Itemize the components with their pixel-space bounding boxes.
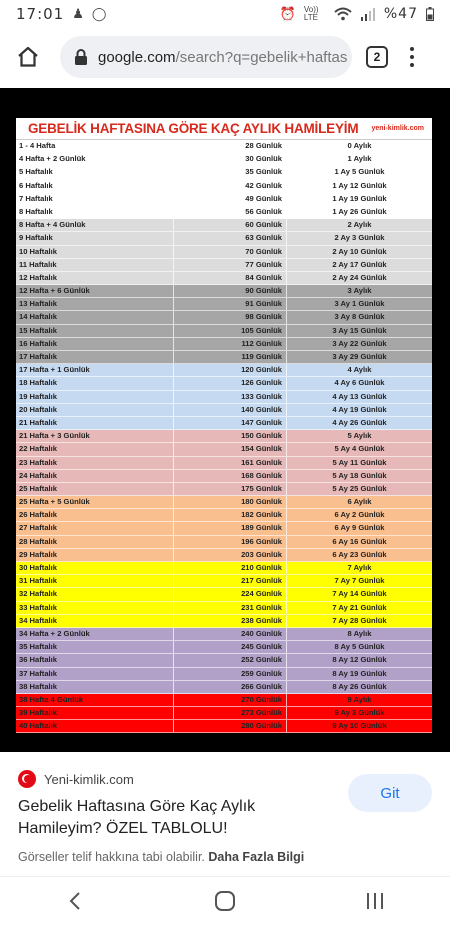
- table-row: [16, 470, 432, 483]
- browser-toolbar: [0, 28, 450, 86]
- week-cell: 17 Hafta + 1 Günlük: [16, 364, 174, 376]
- week-cell: 16 Haftalık: [16, 338, 174, 350]
- table-row: [16, 628, 432, 641]
- week-cell: 5 Haftalık: [16, 166, 174, 178]
- table-row: [16, 140, 432, 153]
- copyright-notice: [18, 850, 304, 864]
- days-cell: 196 Günlük: [174, 536, 287, 548]
- months-cell: 3 Ay 22 Günlük: [332, 338, 387, 348]
- months-cell: 3 Ay 15 Günlük: [332, 325, 387, 335]
- result-card: [0, 758, 450, 874]
- months-cell: 8 Ay 5 Günlük: [334, 642, 385, 652]
- source-name: Yeni-kimlik.com: [44, 771, 134, 787]
- home-nav-button[interactable]: [205, 881, 245, 921]
- months-cell: 4 Aylık: [347, 365, 372, 375]
- months-cell: 1 Aylık: [347, 154, 372, 164]
- months-cell: 7 Aylık: [347, 563, 372, 572]
- months-cell: 3 Ay 1 Günlük: [334, 299, 385, 309]
- status-right: [280, 6, 434, 22]
- months-cell: 1 Ay 26 Günlük: [332, 206, 387, 216]
- week-cell: 37 Haftalık: [16, 668, 174, 680]
- days-cell: 42 Günlük: [174, 180, 287, 192]
- table-row: [16, 338, 432, 351]
- table-row: [16, 364, 432, 377]
- visit-button[interactable]: Git: [348, 774, 432, 812]
- months-cell: 8 Ay 12 Günlük: [332, 655, 387, 665]
- week-cell: 38 Hafta 4 Günlük: [16, 694, 174, 706]
- months-cell: 7 Ay 7 Günlük: [334, 576, 385, 586]
- days-cell: 28 Günlük: [174, 140, 287, 152]
- table-row: [16, 311, 432, 324]
- week-cell: 17 Haftalık: [16, 351, 174, 363]
- months-cell: 8 Ay 19 Günlük: [332, 668, 387, 678]
- week-cell: 33 Haftalık: [16, 602, 174, 614]
- months-cell: 6 Ay 16 Günlük: [332, 536, 387, 546]
- battery-icon: [426, 7, 434, 21]
- table-row: [16, 615, 432, 628]
- days-cell: 259 Günlük: [174, 668, 287, 680]
- months-cell: 5 Ay 18 Günlük: [332, 470, 387, 480]
- days-cell: 266 Günlük: [174, 681, 287, 693]
- table-row: [16, 259, 432, 272]
- home-button[interactable]: [10, 39, 46, 75]
- week-cell: 20 Haftalık: [16, 404, 174, 416]
- week-cell: 12 Hafta + 6 Günlük: [16, 285, 174, 297]
- week-cell: 13 Haftalık: [16, 298, 174, 310]
- table-row: [16, 351, 432, 364]
- week-cell: 39 Haftalık: [16, 707, 174, 719]
- table-row: [16, 377, 432, 390]
- months-cell: 7 Ay 28 Günlük: [332, 615, 387, 625]
- table-row: [16, 654, 432, 667]
- months-cell: 0 Aylık: [347, 141, 372, 150]
- days-cell: 182 Günlük: [174, 509, 287, 521]
- week-cell: 40 Haftalık: [16, 720, 174, 732]
- days-cell: 126 Günlük: [174, 377, 287, 389]
- days-cell: 224 Günlük: [174, 588, 287, 600]
- months-cell: 2 Ay 24 Günlük: [332, 272, 387, 282]
- table-row: [16, 681, 432, 694]
- days-cell: 120 Günlük: [174, 364, 287, 376]
- recents-icon: [365, 892, 385, 910]
- week-cell: 23 Haftalık: [16, 457, 174, 469]
- home-icon: [16, 45, 40, 69]
- days-cell: 56 Günlük: [174, 206, 287, 218]
- days-cell: 30 Günlük: [174, 153, 287, 165]
- lock-icon: [74, 48, 88, 66]
- months-cell: 1 Ay 12 Günlük: [332, 180, 387, 190]
- alarm-icon: ⏰: [279, 6, 296, 21]
- months-cell: 8 Ay 26 Günlük: [332, 681, 387, 691]
- days-cell: 175 Günlük: [174, 483, 287, 495]
- days-cell: 84 Günlük: [174, 272, 287, 284]
- week-cell: 29 Haftalık: [16, 549, 174, 561]
- days-cell: 91 Günlük: [174, 298, 287, 310]
- days-cell: 90 Günlük: [174, 285, 287, 297]
- address-bar[interactable]: [60, 36, 352, 78]
- week-cell: 18 Haftalık: [16, 377, 174, 389]
- image-viewer[interactable]: [0, 88, 450, 752]
- week-cell: 34 Haftalık: [16, 615, 174, 627]
- week-cell: 1 - 4 Hafta: [16, 140, 174, 152]
- table-row: [16, 483, 432, 496]
- notification-icon: ♟: [72, 6, 84, 21]
- week-cell: 22 Haftalık: [16, 443, 174, 455]
- week-cell: 4 Hafta + 2 Günlük: [16, 153, 174, 165]
- week-cell: 28 Haftalık: [16, 536, 174, 548]
- week-cell: 8 Hafta + 4 Günlük: [16, 219, 174, 231]
- table-row: [16, 694, 432, 707]
- url-text: [98, 49, 347, 66]
- months-cell: 1 Ay 19 Günlük: [332, 193, 387, 203]
- days-cell: 150 Günlük: [174, 430, 287, 442]
- days-cell: 245 Günlük: [174, 641, 287, 653]
- status-time: 17:01: [16, 5, 65, 23]
- days-cell: 133 Günlük: [174, 391, 287, 403]
- week-cell: 32 Haftalık: [16, 588, 174, 600]
- months-cell: 3 Ay 8 Günlük: [334, 312, 385, 322]
- months-cell: 9 Ay 10 Günlük: [332, 721, 387, 731]
- days-cell: 112 Günlük: [174, 338, 287, 350]
- days-cell: 189 Günlük: [174, 522, 287, 534]
- days-cell: 60 Günlük: [174, 219, 287, 231]
- week-cell: 14 Haftalık: [16, 311, 174, 323]
- months-cell: 5 Aylık: [347, 431, 372, 441]
- result-title[interactable]: Gebelik Haftasına Göre Kaç Aylık Hamileyim? ÖZEL TABLOLU!: [18, 798, 256, 837]
- table-row: [16, 509, 432, 522]
- table-row: [16, 720, 432, 733]
- months-cell: 9 Aylık: [347, 694, 372, 704]
- days-cell: 252 Günlük: [174, 654, 287, 666]
- week-cell: 21 Haftalık: [16, 417, 174, 429]
- days-cell: 231 Günlük: [174, 602, 287, 614]
- table-row: [16, 536, 432, 549]
- days-cell: 154 Günlük: [174, 443, 287, 455]
- table-row: [16, 193, 432, 206]
- week-cell: 35 Haftalık: [16, 641, 174, 653]
- tab-switcher-button[interactable]: 2: [366, 46, 388, 68]
- week-cell: 34 Hafta + 2 Günlük: [16, 628, 174, 640]
- days-cell: 98 Günlük: [174, 311, 287, 323]
- table-row: [16, 430, 432, 443]
- months-cell: 6 Ay 2 Günlük: [334, 510, 385, 520]
- table-row: [16, 206, 432, 219]
- months-cell: 6 Ay 9 Günlük: [334, 523, 385, 533]
- week-cell: 15 Haftalık: [16, 325, 174, 337]
- months-cell: 7 Ay 14 Günlük: [332, 589, 387, 599]
- days-cell: 217 Günlük: [174, 575, 287, 587]
- week-cell: 8 Haftalık: [16, 206, 174, 218]
- url-host: google.com: [98, 48, 176, 66]
- volte-icon: Vo)) LTE: [303, 5, 319, 22]
- table-row: [16, 707, 432, 720]
- months-cell: 2 Aylık: [347, 220, 372, 230]
- months-cell: 4 Ay 6 Günlük: [334, 378, 385, 388]
- months-cell: 1 Ay 5 Günlük: [334, 167, 385, 177]
- week-cell: 26 Haftalık: [16, 509, 174, 521]
- table-row: [16, 443, 432, 456]
- days-cell: 49 Günlük: [174, 193, 287, 205]
- battery-level: %47: [383, 6, 418, 22]
- months-cell: 2 Ay 17 Günlük: [332, 259, 387, 269]
- back-icon: [68, 891, 82, 911]
- months-cell: 4 Ay 26 Günlük: [332, 417, 387, 427]
- week-cell: 7 Haftalık: [16, 193, 174, 205]
- days-cell: 70 Günlük: [174, 246, 287, 258]
- recents-button[interactable]: [355, 881, 395, 921]
- table-row: [16, 391, 432, 404]
- days-cell: 273 Günlük: [174, 707, 287, 719]
- table-title-bar: [16, 118, 432, 140]
- table-row: [16, 232, 432, 245]
- months-cell: 6 Aylık: [347, 497, 372, 507]
- table-row: [16, 272, 432, 285]
- more-info-link[interactable]: Daha Fazla Bilgi: [208, 850, 305, 864]
- week-cell: 25 Hafta + 5 Günlük: [16, 496, 174, 508]
- days-cell: 35 Günlük: [174, 166, 287, 178]
- days-cell: 210 Günlük: [174, 562, 287, 574]
- table-row: [16, 588, 432, 601]
- table-row: [16, 417, 432, 430]
- week-cell: 31 Haftalık: [16, 575, 174, 587]
- swirl-icon: ◯: [91, 6, 107, 21]
- table-row: [16, 298, 432, 311]
- days-cell: 147 Günlük: [174, 417, 287, 429]
- months-cell: 8 Aylık: [347, 628, 372, 638]
- months-cell: 6 Ay 23 Günlük: [332, 549, 387, 559]
- table-row: [16, 522, 432, 535]
- turkish-flag-icon: [18, 770, 36, 788]
- week-cell: 12 Haftalık: [16, 272, 174, 284]
- days-cell: 203 Günlük: [174, 549, 287, 561]
- days-cell: 240 Günlük: [174, 628, 287, 640]
- table-row: [16, 641, 432, 654]
- months-cell: 9 Ay 3 Günlük: [334, 708, 385, 718]
- days-cell: 168 Günlük: [174, 470, 287, 482]
- status-left: [16, 5, 106, 23]
- week-cell: 9 Haftalık: [16, 232, 174, 244]
- months-cell: 5 Ay 11 Günlük: [332, 457, 387, 467]
- table-row: [16, 246, 432, 259]
- days-cell: 77 Günlük: [174, 259, 287, 271]
- wifi-icon: [334, 7, 352, 21]
- week-cell: 36 Haftalık: [16, 654, 174, 666]
- table-row: [16, 496, 432, 509]
- table-row: [16, 404, 432, 417]
- days-cell: 119 Günlük: [174, 351, 287, 363]
- months-cell: 2 Ay 3 Günlük: [334, 233, 385, 243]
- status-bar: [0, 0, 450, 28]
- months-cell: 5 Ay 4 Günlük: [334, 444, 385, 454]
- table-row: [16, 668, 432, 681]
- months-cell: 4 Ay 13 Günlük: [332, 391, 387, 401]
- days-cell: 280 Günlük: [174, 720, 287, 732]
- week-cell: 6 Haftalık: [16, 180, 174, 192]
- months-cell: 5 Ay 25 Günlük: [332, 483, 387, 493]
- days-cell: 238 Günlük: [174, 615, 287, 627]
- overflow-menu-icon[interactable]: [408, 47, 416, 67]
- week-cell: 24 Haftalık: [16, 470, 174, 482]
- week-cell: 11 Haftalık: [16, 259, 174, 271]
- copyright-text: Görseller telif hakkına tabi olabilir.: [18, 850, 205, 864]
- months-cell: 3 Ay 29 Günlük: [332, 352, 387, 361]
- source-row[interactable]: [18, 770, 134, 788]
- home-circle-icon: [214, 890, 236, 912]
- table-source: yeni-kimlik.com: [371, 125, 424, 132]
- months-cell: 3 Aylık: [347, 286, 372, 296]
- days-cell: 140 Günlük: [174, 404, 287, 416]
- table-row: [16, 575, 432, 588]
- table-row: [16, 549, 432, 562]
- week-cell: 30 Haftalık: [16, 562, 174, 574]
- url-path: /search?q=gebelik+haftas: [175, 48, 348, 66]
- days-cell: 161 Günlük: [174, 457, 287, 469]
- pregnancy-table-image: [16, 118, 432, 730]
- back-button[interactable]: [55, 881, 95, 921]
- navigation-bar: [0, 876, 450, 925]
- months-cell: 7 Ay 21 Günlük: [332, 602, 387, 612]
- table-row: [16, 166, 432, 179]
- table-row: [16, 180, 432, 193]
- table-row: [16, 457, 432, 470]
- table-row: [16, 219, 432, 232]
- days-cell: 270 Günlük: [174, 694, 287, 706]
- table-title: GEBELİK HAFTASINA GÖRE KAÇ AYLIK HAMİLEYİM: [28, 121, 359, 136]
- week-cell: 38 Haftalık: [16, 681, 174, 693]
- week-cell: 25 Haftalık: [16, 483, 174, 495]
- days-cell: 180 Günlük: [174, 496, 287, 508]
- signal-icon: [360, 7, 376, 21]
- table-row: [16, 153, 432, 166]
- table-row: [16, 325, 432, 338]
- week-cell: 10 Haftalık: [16, 246, 174, 258]
- table-row: [16, 602, 432, 615]
- days-cell: 63 Günlük: [174, 232, 287, 244]
- week-cell: 19 Haftalık: [16, 391, 174, 403]
- months-cell: 2 Ay 10 Günlük: [332, 246, 387, 256]
- days-cell: 105 Günlük: [174, 325, 287, 337]
- table-row: [16, 562, 432, 575]
- week-cell: 27 Haftalık: [16, 522, 174, 534]
- week-cell: 21 Hafta + 3 Günlük: [16, 430, 174, 442]
- months-cell: 4 Ay 19 Günlük: [332, 404, 387, 414]
- table-rows: [16, 140, 432, 733]
- table-row: [16, 285, 432, 298]
